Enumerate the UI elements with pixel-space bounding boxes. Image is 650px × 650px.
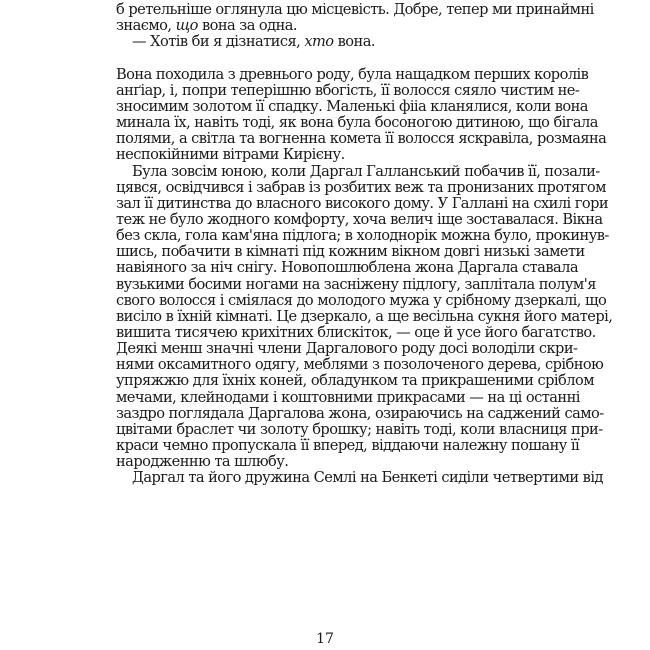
- text-line: мечами, клейнодами і коштовними прикрасами — на ці останні: [116, 388, 580, 406]
- text-line: — Хотів би я дізнатися, хто вона.: [132, 33, 375, 51]
- text-line: минала їх, навіть тоді, як вона була босоногою дитиною, що бігала: [116, 114, 598, 132]
- text-line: зал її дитинства до власного високого дому. У Галлані на схилі гори: [116, 194, 609, 212]
- text-line: нями оксамитного одягу, меблями з позолоченого дерева, срібною: [116, 356, 604, 374]
- text-line: заздро поглядала Даргалова жона, озираючись на саджений само-: [116, 404, 604, 422]
- text-line: б ретельніше оглянула цю місцевість. Добре, тепер ми принаймні: [116, 1, 594, 18]
- book-page: [116, 0, 613, 650]
- text-line: свого волосся і сміялася до молодого мужа у срібному дзеркалі, що: [116, 291, 607, 309]
- text-line: Деякі менш значні члени Даргалового роду досі володіли скри-: [116, 340, 578, 358]
- text-line: шись, побачити в кімнаті під кожним вікном довгі низькі замети: [116, 243, 585, 261]
- text-line: Була зовсім юною, коли Даргал Галланський побачив її, позали-: [132, 162, 600, 180]
- text-line: Вона походила з древнього роду, була нащадком перших королів: [116, 65, 589, 83]
- text-line: вишита тисячею крихітних блискіток, — оце й усе його багатство.: [116, 324, 596, 341]
- text-line: анґіар, і, попри теперішню вбогість, її волосся сяяло чистим не-: [116, 81, 580, 99]
- page-number: 17: [316, 631, 334, 647]
- text-line: краси чемно пропускала її вперед, віддаючи належну пошану її: [116, 437, 580, 454]
- text-line: цявся, освідчився і забрав із розбитих веж та пронизаних протягом: [116, 178, 606, 196]
- text-line: знаємо, що вона за одна.: [116, 17, 298, 35]
- text-line: полями, а світла та вогненна комета її волосся яскравіла, розмаяна: [116, 130, 607, 148]
- text-line: неспокійними вітрами Кирієну.: [116, 146, 345, 164]
- text-line: упряжжю для їхніх коней, обладунком та прикрашеними сріблом: [116, 372, 595, 390]
- text-line: Даргал та його дружина Семлі на Бенкеті сиділи четвертими від: [132, 469, 603, 487]
- text-line: народженню та шлюбу.: [116, 453, 289, 471]
- text-line: зносимим золотом її спадку. Маленькі фііа кланялися, коли вона: [116, 97, 588, 115]
- text-line: вузькими босими ногами на засніжену підлогу, заплітала полум'я: [116, 275, 596, 293]
- text-line: цвітами браслет чи золоту брошку; навіть тоді, коли власниця при-: [116, 420, 603, 438]
- text-line: без скла, гола кам'яна підлога; в холоднорік можна було, прокинув-: [116, 227, 609, 245]
- text-line: висіло в їхній кімнаті. Це дзеркало, а ще весільна сукня його матері,: [116, 307, 613, 325]
- text-line: теж не було жодного комфорту, хоча велич іще зоставалася. Вікна: [116, 211, 603, 228]
- text-line: навіяного за ніч снігу. Новопошлюблена жона Даргала ставала: [116, 259, 579, 277]
